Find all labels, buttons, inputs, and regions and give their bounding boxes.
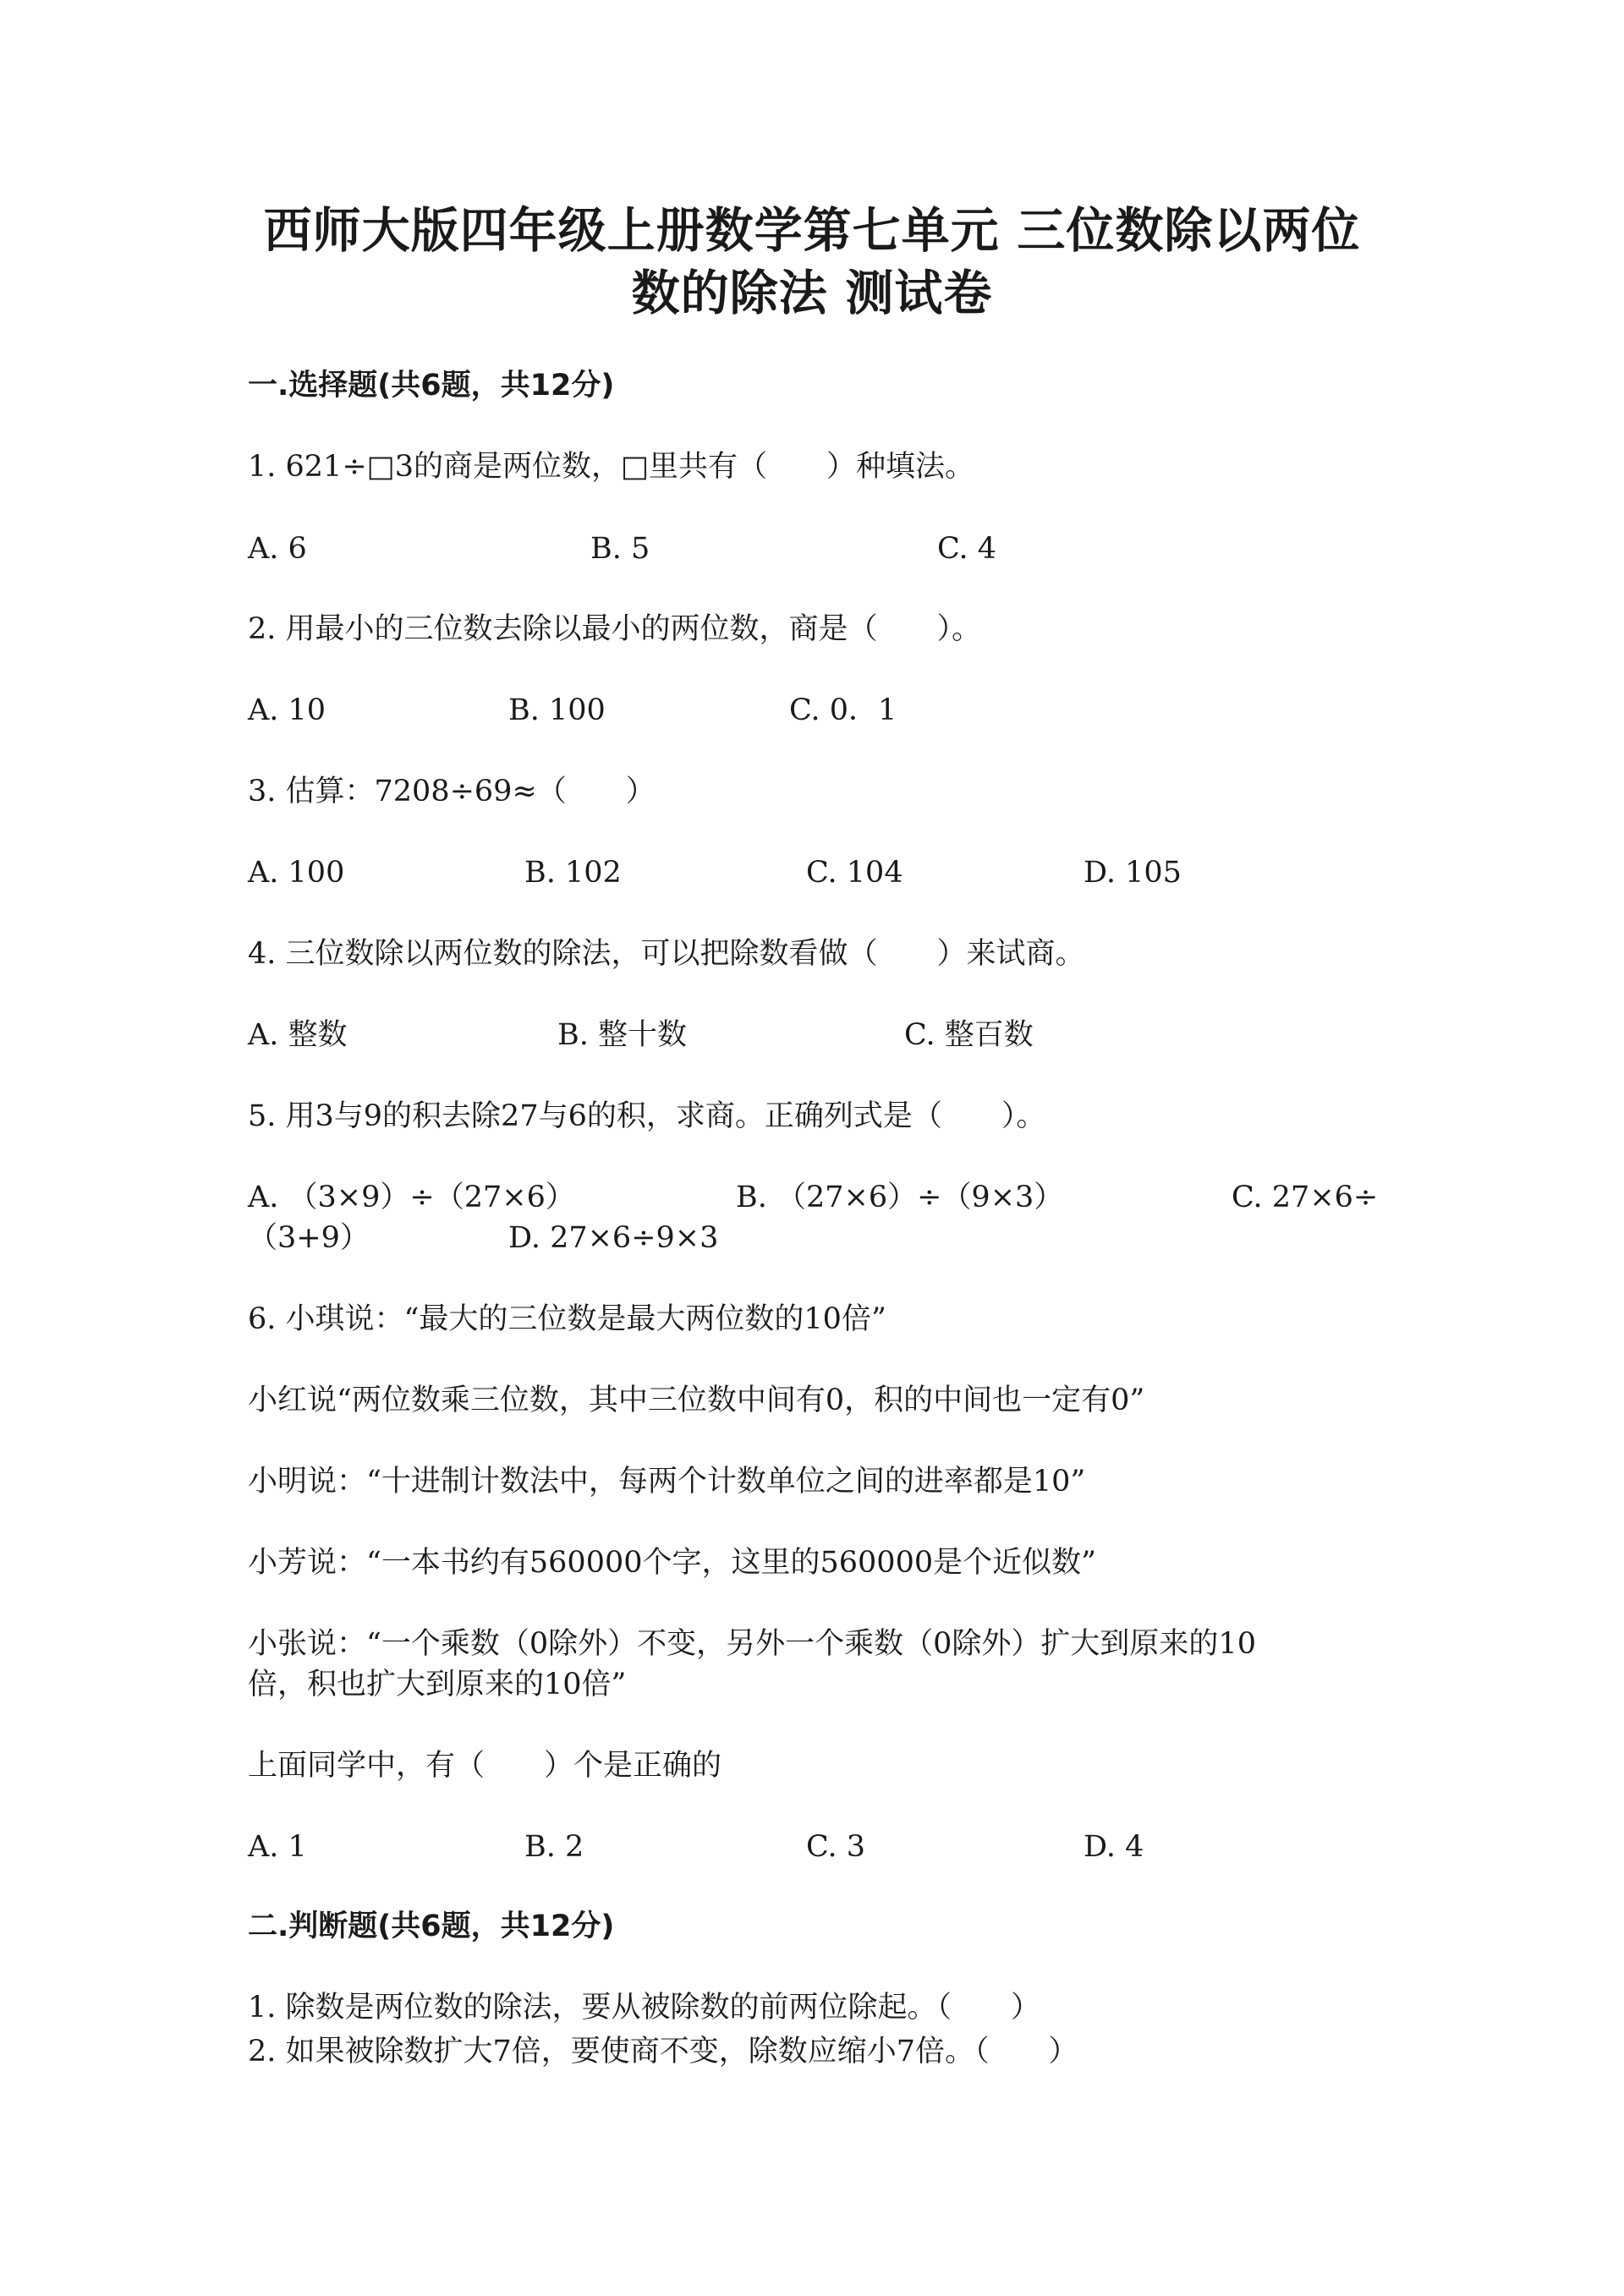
question-6-statement-xiaofang: 小芳说：“一本书约有560000个字，这里的560000是个近似数” [248,1546,1097,1580]
question-4-option-a: A. 整数 [248,1018,348,1052]
judge-question-1: 1. 除数是两位数的除法，要从被除数的前两位除起。（ ） [248,1991,1041,2025]
question-3-option-a: A. 100 [248,856,345,890]
question-3-option-b: B. 102 [524,856,622,890]
question-1-option-a: A. 6 [248,532,307,566]
question-5-option-d: D. 27×6÷9×3 [508,1221,719,1255]
question-4-option-b: B. 整十数 [557,1018,687,1052]
question-4-stem: 4. 三位数除以两位数的除法，可以把除数看做（ ）来试商。 [248,937,1085,971]
section-heading-choice: 一.选择题(共6题，共12分) [248,369,615,403]
question-6-statement-xiaoming: 小明说：“十进制计数法中，每两个计数单位之间的进率都是10” [248,1465,1086,1499]
question-5-option-a: A. （3×9）÷（27×6） [248,1181,575,1214]
section-heading-judge: 二.判断题(共6题，共12分) [248,1910,615,1943]
question-2-option-a: A. 10 [248,693,326,727]
question-5-stem: 5. 用3与9的积去除27与6的积，求商。正确列式是（ ）。 [248,1099,1046,1133]
question-3-stem: 3. 估算：7208÷69≈（ ） [248,775,656,808]
question-1-stem: 1. 621÷□3的商是两位数，□里共有（ ）种填法。 [248,450,975,484]
question-6-statement-xiaozhang: 小张说：“一个乘数（0除外）不变，另外一个乘数（0除外）扩大到原来的10 [248,1627,1256,1661]
question-5-option-b: B. （27×6）÷（9×3） [736,1181,1064,1214]
exam-title-line-2: 数的除法 测试卷 [631,266,993,321]
question-2-option-c: C. 0．1 [789,693,897,727]
judge-question-2: 2. 如果被除数扩大7倍，要使商不变，除数应缩小7倍。（ ） [248,2035,1078,2069]
question-5-option-c-continued: （3+9） [248,1221,370,1255]
question-6-prompt: 上面同学中，有（ ）个是正确的 [248,1749,722,1783]
question-6-option-b: B. 2 [524,1830,584,1864]
question-3-option-d: D. 105 [1084,856,1182,890]
question-6-option-c: C. 3 [806,1830,866,1864]
question-6-option-d: D. 4 [1084,1830,1144,1864]
question-1-option-b: B. 5 [590,532,650,566]
question-6-option-a: A. 1 [248,1830,307,1864]
question-6-stem: 6. 小琪说：“最大的三位数是最大两位数的10倍” [248,1302,886,1336]
question-1-option-c: C. 4 [937,532,997,566]
question-6-statement-xiaozhang-continued: 倍，积也扩大到原来的10倍” [248,1668,627,1701]
question-2-option-b: B. 100 [508,693,606,727]
question-5-option-c: C. 27×6÷ [1232,1181,1379,1214]
question-4-option-c: C. 整百数 [904,1018,1034,1052]
question-2-stem: 2. 用最小的三位数去除以最小的两位数，商是（ ）。 [248,612,982,646]
question-3-option-c: C. 104 [806,856,903,890]
exam-title-line-1: 西师大版四年级上册数学第七单元 三位数除以两位 [263,203,1361,259]
question-6-statement-xiaohong: 小红说“两位数乘三位数，其中三位数中间有0，积的中间也一定有0” [248,1384,1145,1417]
